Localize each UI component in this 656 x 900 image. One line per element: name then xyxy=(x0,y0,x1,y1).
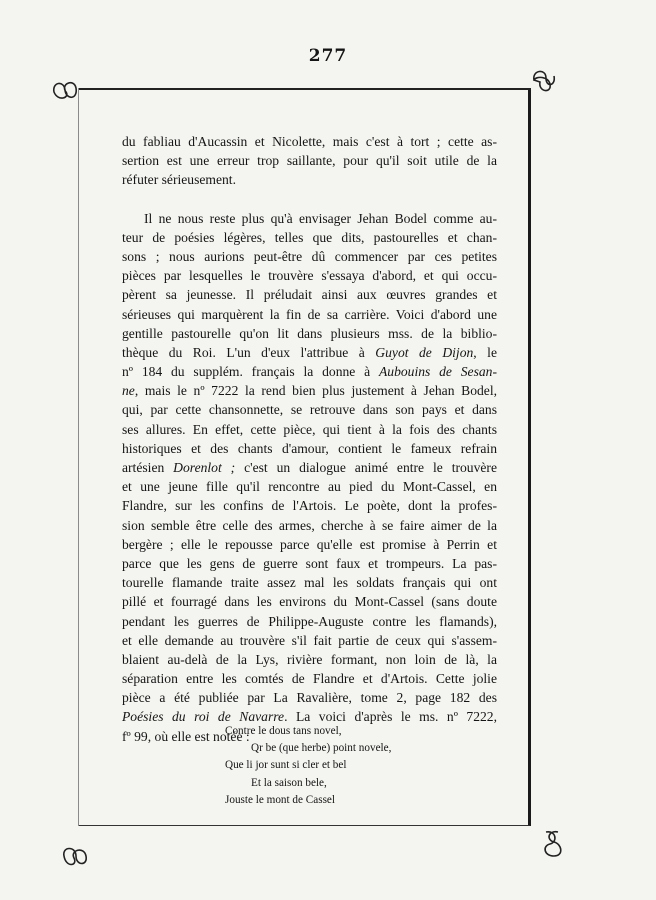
text-line: Il ne nous reste plus qu'à envisager Jehan Bodel comme au- xyxy=(144,210,497,226)
text-line: et elle demande au trouvère s'il fait partie de ceux qui s'assem- xyxy=(122,632,497,648)
flourish-ornament-icon xyxy=(528,66,558,96)
text-line xyxy=(122,343,497,362)
poem-line: Contre le dous tans novel, xyxy=(225,725,342,737)
page-border-left xyxy=(78,88,79,826)
text-run: thèque du Roi. L'un d'eux l'attribue à xyxy=(122,344,376,360)
text-line: teur de poésies légères, telles que dits, pastourelles et chan- xyxy=(122,229,497,245)
flourish-ornament-icon xyxy=(50,76,80,106)
text-run: nº 184 du supplém. français la donne à xyxy=(122,364,379,380)
text-line: blaient au-delà de la Lys, rivière formant, non loin de là, la xyxy=(122,651,497,667)
text-run: c'est un dialogue animé entre le trouvère xyxy=(235,460,497,475)
text-line: du fabliau d'Aucassin et Nicolette, mais c'est à tort ; cette as- xyxy=(122,134,497,149)
page-border-top xyxy=(78,88,531,90)
page-number: 277 xyxy=(308,46,348,66)
text-line: Flandre, sur les confins de l'Artois. Le poète, dont la profes- xyxy=(122,498,497,514)
poem-excerpt xyxy=(225,723,485,809)
text-line: pillé et fourragé dans les environs du Mont-Cassel (sans doute xyxy=(122,594,497,610)
text-line: sérieuses qui marquèrent la fin de sa carrière. Voici d'abord une xyxy=(122,306,497,322)
text-line: parce que les gens de guerre sont faux et trompeurs. La pas- xyxy=(122,555,497,571)
text-line: réfuter sérieusement. xyxy=(122,172,236,188)
text-line: tourelle flamande traite assez mal les soldats français qui ont xyxy=(122,575,497,591)
body-text xyxy=(122,132,497,746)
text-line: fº 99, où elle est notée : xyxy=(122,728,250,744)
text-line: pèrent sa jeunesse. Il préludait ainsi aux œuvres grandes et xyxy=(122,287,497,303)
author-name: Aubouins de Sesan- xyxy=(378,364,497,380)
poem-line: Que li jor sunt si cler et bel xyxy=(225,759,347,772)
poem-line: Qr be (que herbe) point novele, xyxy=(251,742,392,755)
text-line: séparation entre les comtés de Flandre et d'Artois. Cette jolie xyxy=(122,671,497,687)
author-name: Guyot de Dijon xyxy=(375,344,474,360)
poem-line: Jouste le mont de Cassel xyxy=(225,793,335,806)
text-line: pièces par lesquelles le trouvère s'essaya d'abord, et qui occu- xyxy=(122,268,497,284)
flourish-ornament-icon xyxy=(60,842,90,872)
flourish-ornament-icon xyxy=(538,828,568,858)
poem-line: Et la saison bele, xyxy=(251,776,327,789)
refrain-word: Dorenlot ; xyxy=(173,460,236,475)
text-line: sertion est une erreur trop saillante, pour qu'il soit utile de la xyxy=(122,153,497,169)
text-line: gentille pastourelle qu'on lit dans plusieurs mss. de la biblio- xyxy=(122,325,497,341)
text-line: et une jeune fille qu'il rencontre au pied du Mont-Cassel, en xyxy=(122,479,497,495)
text-line: bergère ; elle le repousse parce qu'elle est promise à Perrin et xyxy=(122,536,497,552)
text-line: qui, par cette chansonnette, se retrouve dans son pays et dans xyxy=(122,402,497,418)
text-line xyxy=(122,362,497,381)
text-line xyxy=(122,458,497,477)
text-run: artésien xyxy=(122,460,174,475)
text-line: sion semble être celle des armes, cherche à se faire aimer de la xyxy=(122,517,497,533)
text-run: . La voici d'après le ms. nº 7222, xyxy=(284,709,497,725)
text-line: ses allures. En effet, cette pièce, qui tient à la fois des chants xyxy=(122,421,497,437)
text-line: historiques et des chants d'amour, contient le fameux refrain xyxy=(122,440,497,456)
text-line: sons ; nous aurions peut-être dû commencer par ces petites xyxy=(122,248,497,264)
author-name: ne xyxy=(122,383,135,399)
book-title: Poésies du roi de Navarre xyxy=(122,709,285,725)
text-line: pendant les guerres de Philippe-Auguste contre les flamands), xyxy=(122,613,497,629)
text-run: , mais le nº 7222 la rend bien plus justement à Jehan Bodel, xyxy=(134,383,497,399)
text-line: pièce a été publiée par La Ravalière, tome 2, page 182 des xyxy=(122,690,497,706)
text-run: , le xyxy=(473,344,497,360)
text-line xyxy=(122,381,497,400)
